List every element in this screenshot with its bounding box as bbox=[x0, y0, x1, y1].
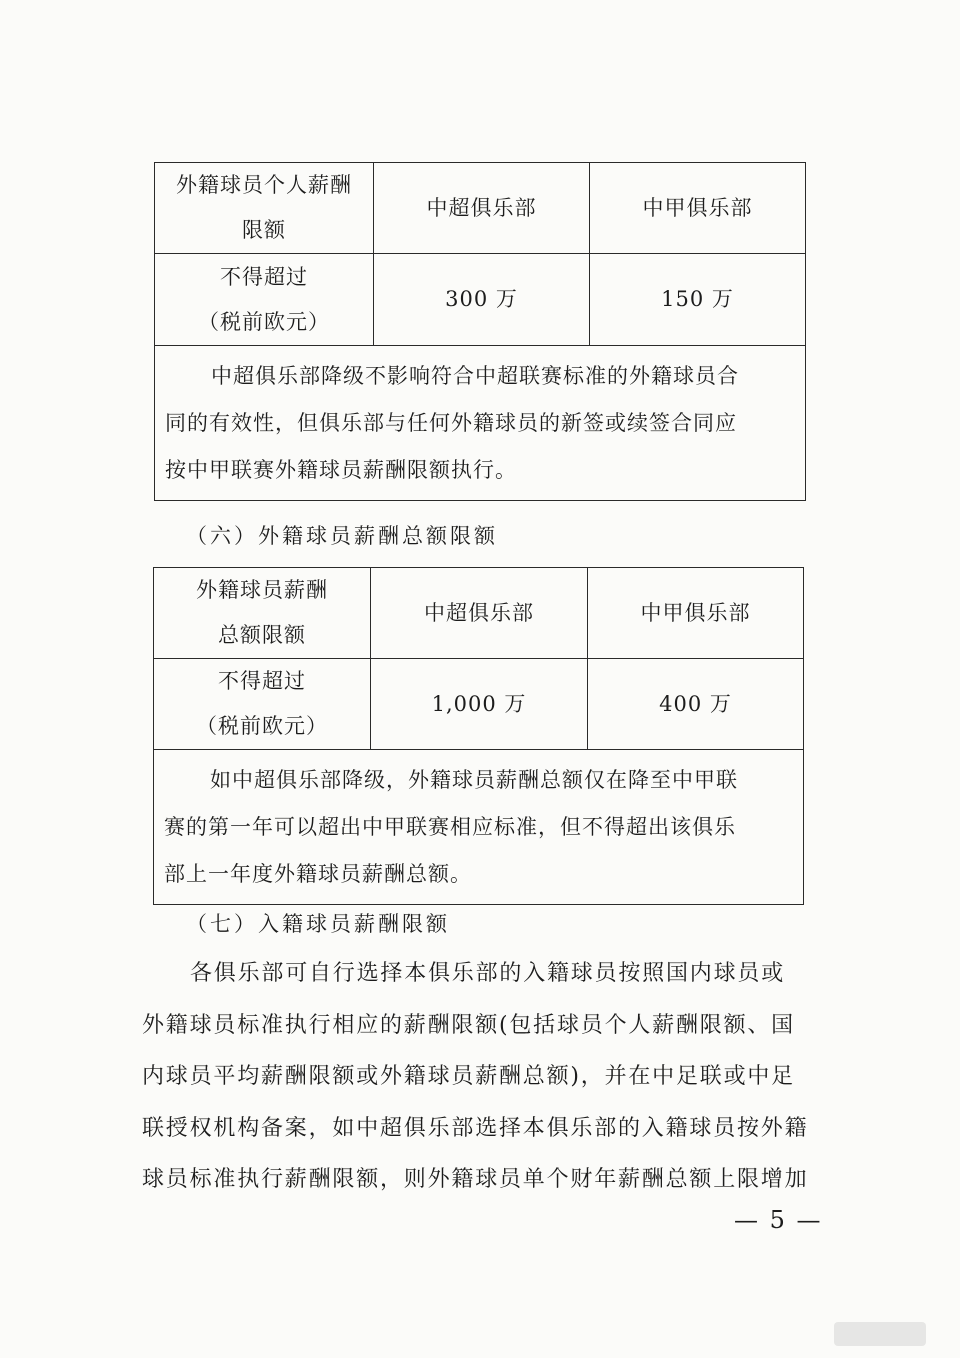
header-cell-cl1-club: 中甲俱乐部 bbox=[588, 568, 804, 659]
table-row bbox=[154, 659, 804, 750]
row-label-line: 不得超过 bbox=[220, 264, 308, 289]
section-7-paragraph bbox=[142, 948, 812, 1206]
note-line: 部上一年度外籍球员薪酬总额。 bbox=[164, 862, 472, 886]
header-cell-limit-type bbox=[155, 163, 374, 254]
individual-salary-limit-table bbox=[154, 162, 806, 501]
csl-limit-value: 1,000 万 bbox=[371, 659, 588, 750]
row-label-line: （税前欧元） bbox=[196, 714, 328, 738]
note-line: 同的有效性，但俱乐部与任何外籍球员的新签或续签合同应 bbox=[165, 411, 737, 435]
row-label-cell bbox=[155, 254, 374, 346]
note-line: 中超俱乐部降级不影响符合中超联赛标准的外籍球员合 bbox=[211, 364, 739, 388]
section-heading-6: （六）外籍球员薪酬总额限额 bbox=[186, 524, 498, 548]
note-line: 如中超俱乐部降级，外籍球员薪酬总额仅在降至中甲联 bbox=[210, 768, 738, 792]
section-heading-7: （七）入籍球员薪酬限额 bbox=[186, 912, 450, 936]
table-note bbox=[155, 346, 806, 501]
header-cell-csl-club: 中超俱乐部 bbox=[371, 568, 588, 659]
paragraph-line: 联授权机构备案，如中超俱乐部选择本俱乐部的入籍球员按外籍 bbox=[142, 1115, 809, 1141]
csl-limit-value: 300 万 bbox=[374, 254, 590, 346]
paragraph-line: 各俱乐部可自行选择本俱乐部的入籍球员按照国内球员或 bbox=[190, 961, 786, 986]
table-note bbox=[154, 750, 804, 905]
note-line: 按中甲联赛外籍球员薪酬限额执行。 bbox=[165, 458, 517, 482]
header-label-line: 外籍球员个人薪酬 bbox=[176, 173, 352, 197]
paragraph-line: 内球员平均薪酬限额或外籍球员薪酬总额)，并在中足联或中足 bbox=[142, 1064, 795, 1089]
page-number: — 5 — bbox=[734, 1206, 823, 1234]
header-label-line: 限额 bbox=[242, 218, 286, 242]
table-row bbox=[155, 254, 806, 346]
row-label-cell bbox=[154, 659, 371, 750]
row-label-line: 不得超过 bbox=[218, 669, 306, 693]
table-note-row bbox=[155, 346, 806, 501]
cl1-limit-value: 400 万 bbox=[588, 659, 804, 750]
header-cell-cl1-club: 中甲俱乐部 bbox=[590, 163, 806, 254]
paragraph-line: 球员标准执行薪酬限额，则外籍球员单个财年薪酬总额上限增加 bbox=[142, 1167, 809, 1192]
header-label-line: 外籍球员薪酬 bbox=[196, 578, 328, 602]
header-label-line: 总额限额 bbox=[218, 623, 306, 647]
table-header-row bbox=[155, 163, 806, 254]
header-cell-limit-type bbox=[154, 568, 371, 659]
watermark bbox=[834, 1322, 926, 1346]
table-header-row bbox=[154, 568, 804, 659]
row-label-line: （税前欧元） bbox=[198, 309, 330, 334]
note-line: 赛的第一年可以超出中甲联赛相应标准，但不得超出该俱乐 bbox=[164, 815, 736, 839]
table-note-row bbox=[154, 750, 804, 905]
cl1-limit-value: 150 万 bbox=[590, 254, 806, 346]
header-cell-csl-club: 中超俱乐部 bbox=[374, 163, 590, 254]
paragraph-line: 外籍球员标准执行相应的薪酬限额(包括球员个人薪酬限额、国 bbox=[142, 1012, 795, 1038]
total-salary-limit-table bbox=[153, 567, 804, 905]
